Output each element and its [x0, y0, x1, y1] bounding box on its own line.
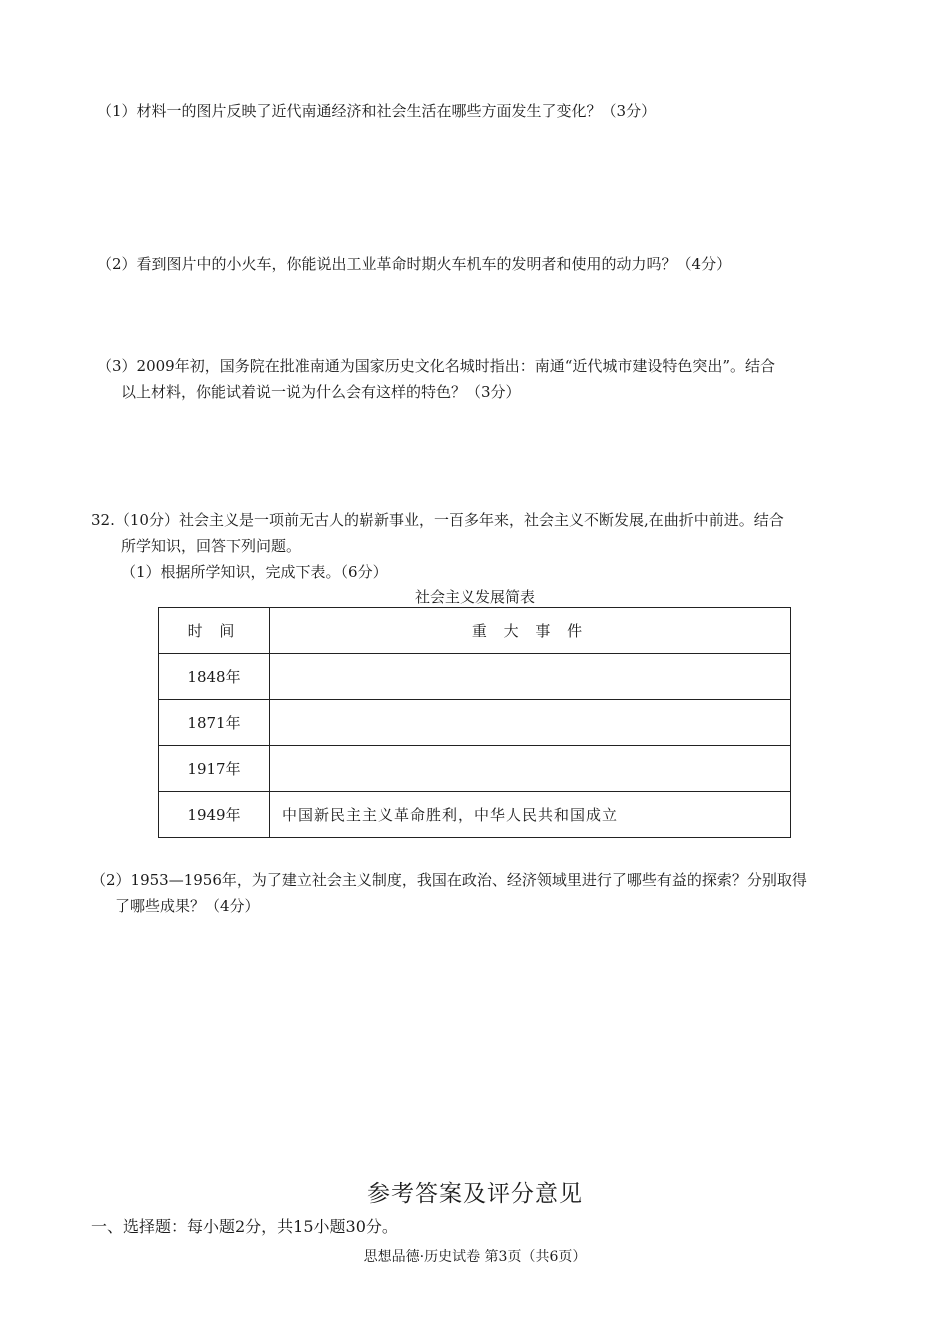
table-row	[159, 746, 791, 792]
table-row	[159, 792, 791, 838]
q32-stem-line1: 32.（10分）社会主义是一项前无古人的崭新事业，一百多年来，社会主义不断发展,在曲折中前进。结合	[91, 511, 784, 529]
row-event-blank[interactable]	[270, 746, 791, 792]
table-row	[159, 700, 791, 746]
page-footer: 思想品德·历史试卷 第3页（共6页）	[363, 1249, 587, 1265]
q31-part2: （2）看到图片中的小火车，你能说出工业革命时期火车机车的发明者和使用的动力吗？（4分）	[97, 255, 732, 273]
socialism-development-table	[158, 607, 791, 838]
q32-part2-line2: 了哪些成果？（4分）	[115, 897, 260, 915]
header-time: 时 间	[159, 608, 270, 654]
row-year: 1871年	[159, 700, 270, 746]
table-row	[159, 654, 791, 700]
row-event: 中国新民主主义革命胜利，中华人民共和国成立	[270, 792, 791, 838]
q32-part1: （1）根据所学知识，完成下表。（6分）	[121, 563, 388, 581]
q32-stem-line2: 所学知识，回答下列问题。	[121, 537, 302, 555]
row-event-blank[interactable]	[270, 700, 791, 746]
row-event-blank[interactable]	[270, 654, 791, 700]
row-year: 1949年	[159, 792, 270, 838]
q32-part2-line1: （2）1953—1956年，为了建立社会主义制度，我国在政治、经济领域里进行了哪些有益的探索？分别取得	[91, 871, 807, 889]
answers-section1: 一、选择题：每小题2分，共15小题30分。	[91, 1217, 398, 1236]
answers-title: 参考答案及评分意见	[367, 1181, 583, 1207]
q31-part3-line1: （3）2009年初，国务院在批准南通为国家历史文化名城时指出：南通“近代城市建设特色突出”。结合	[97, 357, 776, 375]
row-year: 1848年	[159, 654, 270, 700]
q31-part3-line2: 以上材料，你能试着说一说为什么会有这样的特色？（3分）	[121, 383, 521, 401]
header-event: 重 大 事 件	[270, 608, 791, 654]
table-caption: 社会主义发展简表	[414, 588, 535, 606]
row-year: 1917年	[159, 746, 270, 792]
q31-part1: （1）材料一的图片反映了近代南通经济和社会生活在哪些方面发生了变化？（3分）	[97, 102, 657, 120]
table-header-row	[159, 608, 791, 654]
